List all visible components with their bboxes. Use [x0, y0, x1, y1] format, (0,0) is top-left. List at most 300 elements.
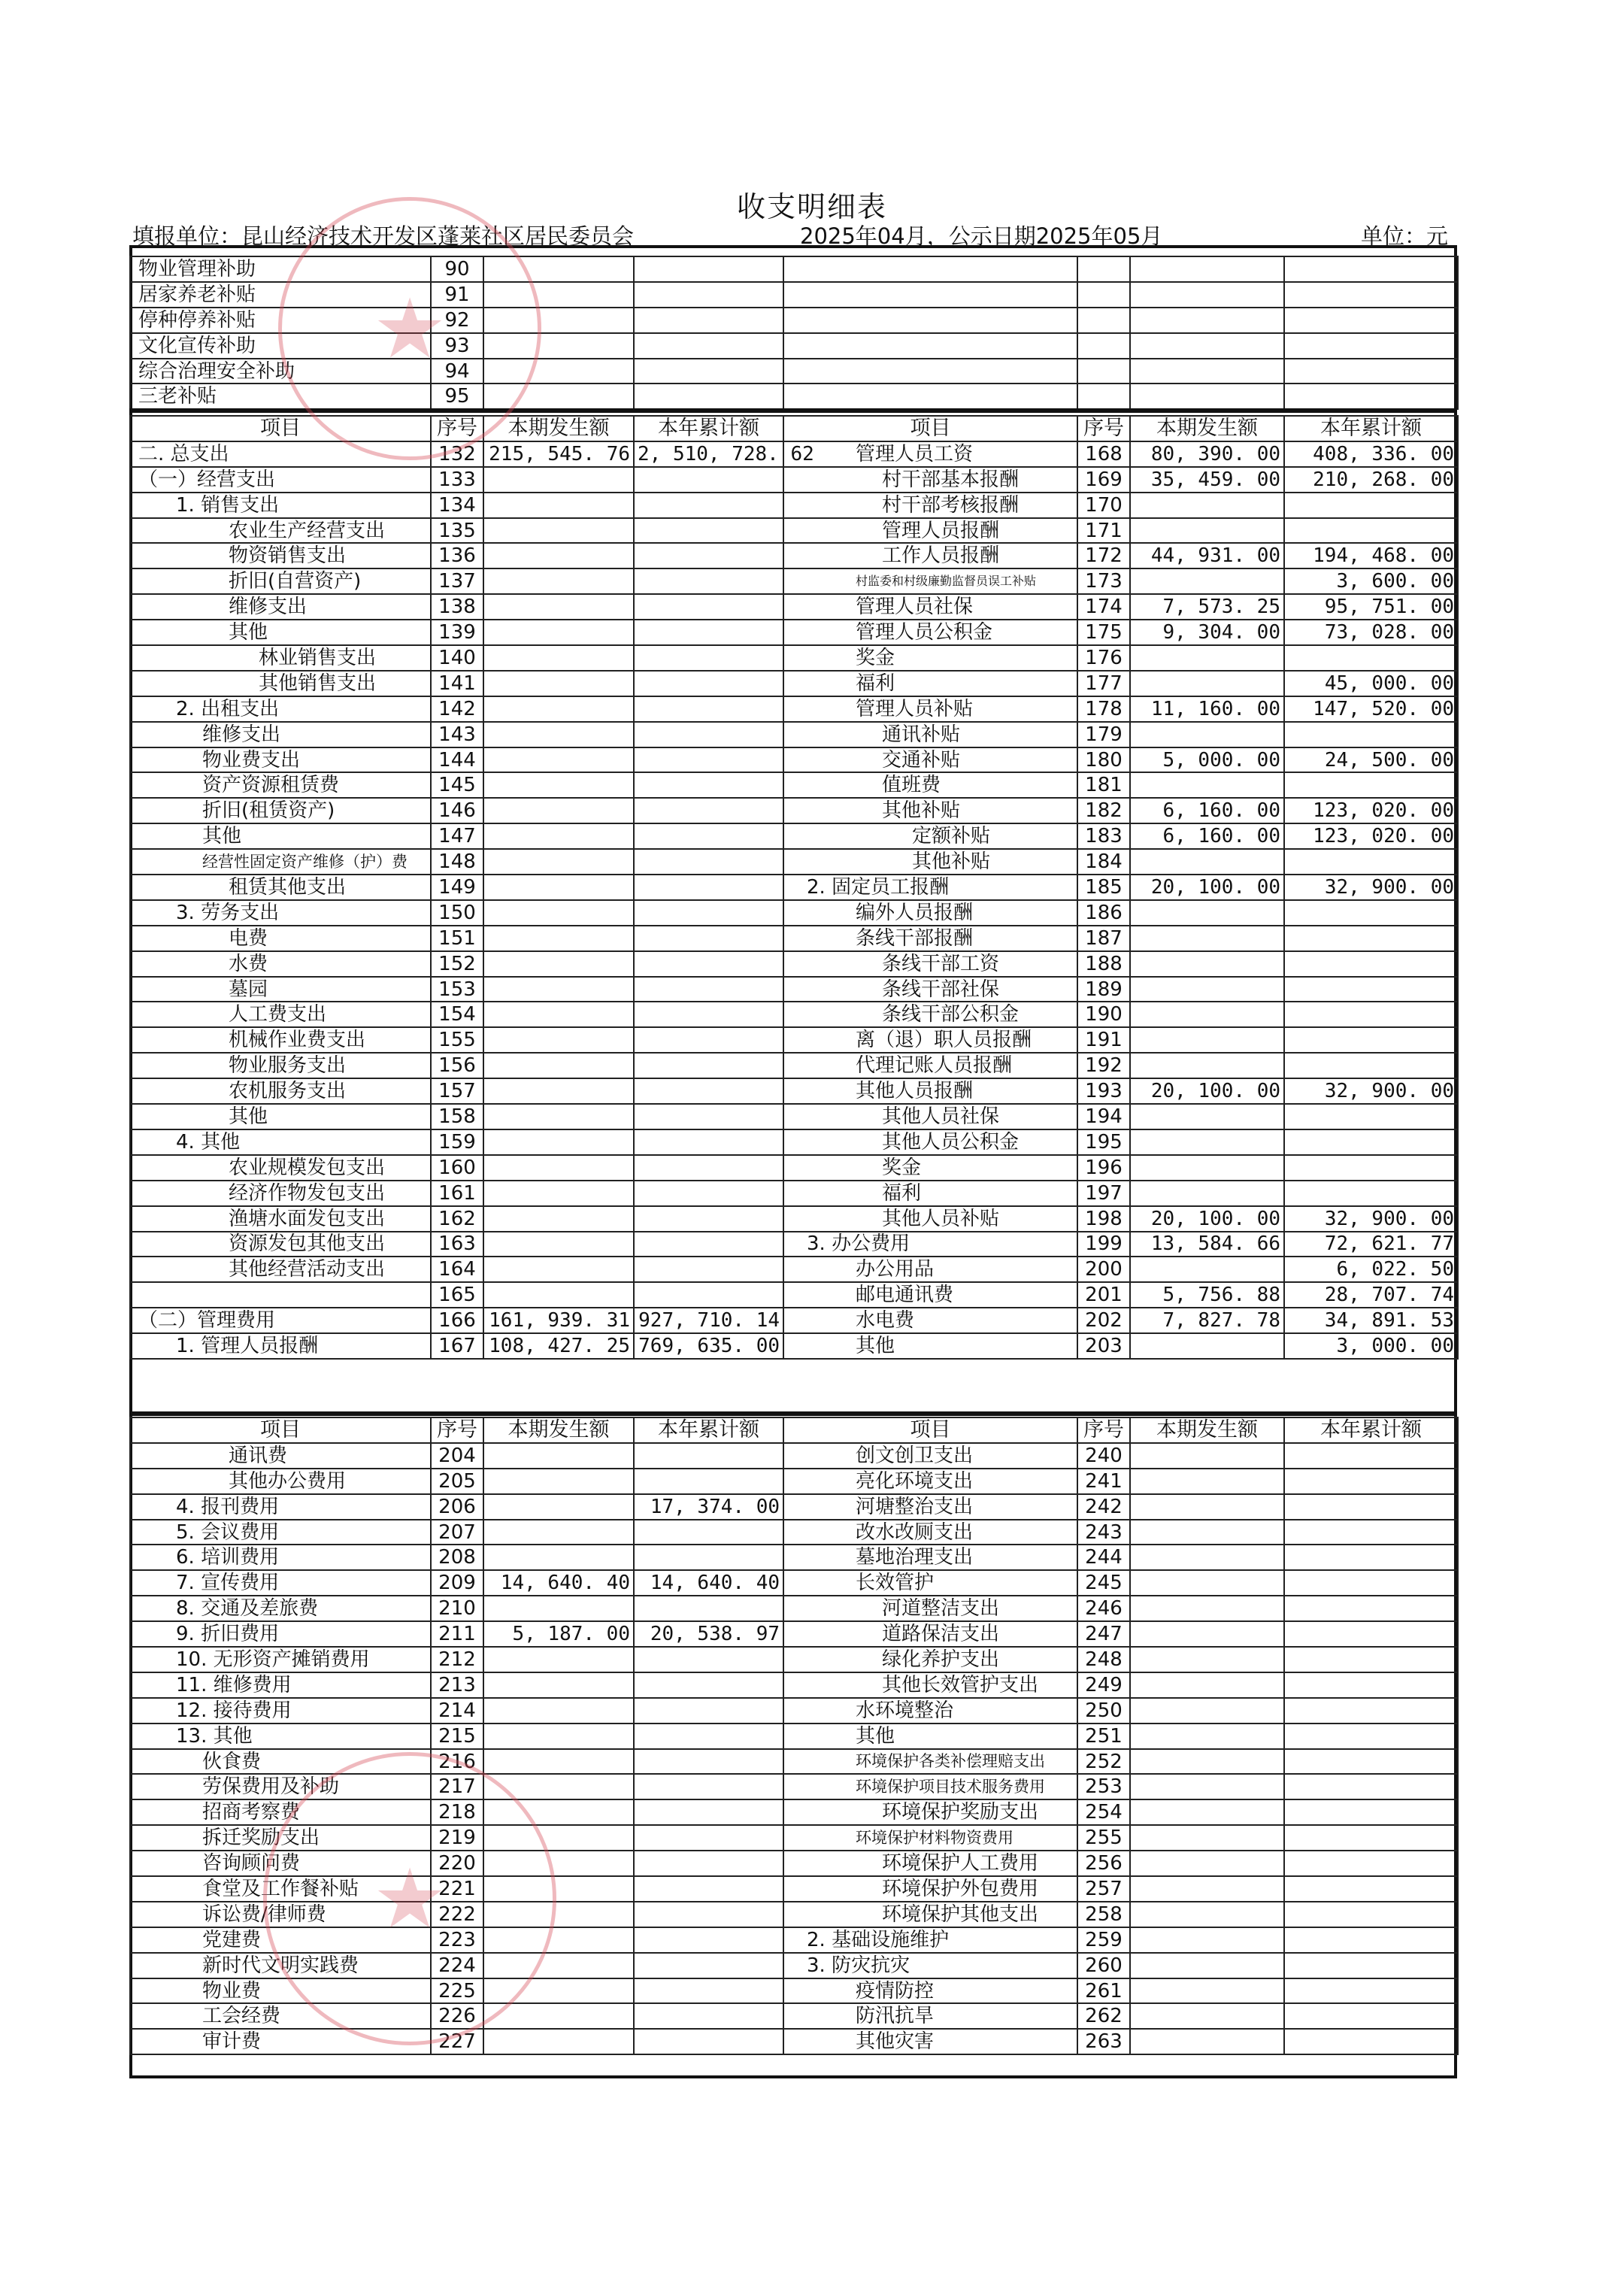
item-header: 项目: [783, 416, 1077, 441]
ytd-amount-cell: [1284, 333, 1458, 359]
current-amount-cell: [483, 518, 634, 544]
item-cell: 其他人员补贴: [783, 1206, 1077, 1232]
ytd-amount-cell: [634, 2029, 783, 2054]
ytd-amount-cell: [634, 1282, 783, 1308]
ytd-amount-cell: [1284, 1053, 1458, 1078]
item-cell: [783, 333, 1077, 359]
table-row: [130, 1927, 1458, 1953]
seq-cell: 165: [431, 1282, 483, 1308]
current-amount-cell: [1130, 1749, 1284, 1775]
ytd-amount-cell: [634, 594, 783, 620]
current-amount-cell: [1130, 1851, 1284, 1876]
item-cell: 农业生产经营支出: [130, 518, 431, 544]
item-cell: 改水改厕支出: [783, 1520, 1077, 1545]
current-amount-cell: [1130, 772, 1284, 798]
ytd-amount-cell: [1284, 1927, 1458, 1953]
current-amount-cell: [1130, 1155, 1284, 1181]
current-amount-cell: [483, 1596, 634, 1621]
ytd-amount-cell: [1284, 1469, 1458, 1494]
ytd-amount-cell: 95, 751. 00: [1284, 594, 1458, 620]
expense-detail-table-1: [129, 415, 1459, 1360]
ytd-amount-cell: [634, 926, 783, 951]
ytd-amount-cell: [634, 900, 783, 926]
item-cell: 资产资源租赁费: [130, 772, 431, 798]
seq-cell: 201: [1077, 1282, 1130, 1308]
ytd-amount-cell: [1284, 977, 1458, 1002]
seq-cell: 147: [431, 823, 483, 849]
seq-cell: 202: [1077, 1308, 1130, 1333]
table-row: [130, 798, 1458, 823]
ytd-amount-cell: 32, 900. 00: [1284, 1206, 1458, 1232]
item-cell: 水环境整治: [783, 1698, 1077, 1724]
item-cell: 其他灾害: [783, 2029, 1077, 2054]
seq-header: 序号: [1077, 1417, 1130, 1443]
seq-header: 序号: [431, 1417, 483, 1443]
seq-cell: 219: [431, 1825, 483, 1851]
table-row: [130, 747, 1458, 773]
table-row: [130, 1672, 1458, 1698]
current-amount-cell: 20, 100. 00: [1130, 1206, 1284, 1232]
table-row: [130, 1698, 1458, 1724]
ytd-amount-cell: [634, 1749, 783, 1775]
seq-cell: 194: [1077, 1104, 1130, 1129]
ytd-amount-cell: [634, 1876, 783, 1902]
item-cell: [783, 359, 1077, 384]
seq-cell: 170: [1077, 493, 1130, 518]
seq-cell: [1077, 384, 1130, 409]
ytd-amount-cell: [634, 875, 783, 900]
ytd-amount-cell: 3, 000. 00: [1284, 1333, 1458, 1359]
seq-cell: 199: [1077, 1232, 1130, 1257]
ytd-amount-cell: [1284, 2003, 1458, 2029]
ytd-amount-cell: [634, 384, 783, 409]
current-amount-cell: [483, 1851, 634, 1876]
ytd-amount-cell: [1284, 1002, 1458, 1027]
current-amount-cell: [483, 1724, 634, 1749]
item-cell: [130, 1282, 431, 1308]
current-amount-cell: [1130, 1978, 1284, 2004]
seq-cell: 132: [431, 441, 483, 467]
ytd-amount-cell: [1284, 1825, 1458, 1851]
seq-cell: 168: [1077, 441, 1130, 467]
current-amount-cell: 20, 100. 00: [1130, 1078, 1284, 1104]
item-cell: 新时代文明实践费: [130, 1953, 431, 1978]
currency-unit: 单位：元: [1361, 223, 1449, 249]
current-amount-cell: [483, 1181, 634, 1206]
seq-cell: 212: [431, 1647, 483, 1672]
seq-cell: 240: [1077, 1443, 1130, 1469]
item-header: 项目: [783, 1417, 1077, 1443]
ytd-amount-cell: [634, 543, 783, 568]
seq-cell: 186: [1077, 900, 1130, 926]
seq-cell: 251: [1077, 1724, 1130, 1749]
ytd-amount-cell: [1284, 951, 1458, 977]
item-cell: 党建费: [130, 1927, 431, 1953]
current-amount-cell: [483, 1902, 634, 1927]
item-cell: 文化宣传补助: [130, 333, 431, 359]
ytd-amount-cell: [1284, 1570, 1458, 1596]
item-cell: 通讯费: [130, 1443, 431, 1469]
item-cell: 疫情防控: [783, 1978, 1077, 2004]
item-cell: 条线干部社保: [783, 977, 1077, 1002]
item-cell: 奖金: [783, 645, 1077, 671]
current-amount-cell: 7, 827. 78: [1130, 1308, 1284, 1333]
seq-cell: 221: [431, 1876, 483, 1902]
page-title: 收支明细表: [736, 190, 887, 223]
seq-cell: 164: [431, 1257, 483, 1282]
ytd-amount-cell: 6, 022. 50: [1284, 1257, 1458, 1282]
item-cell: 其他销售支出: [130, 671, 431, 696]
ytd-amount-cell: [634, 256, 783, 282]
seq-cell: 154: [431, 1002, 483, 1027]
seq-cell: 182: [1077, 798, 1130, 823]
current-amount-cell: 161, 939. 31: [483, 1308, 634, 1333]
current-amount-cell: [483, 1749, 634, 1775]
seq-cell: 204: [431, 1443, 483, 1469]
seq-cell: 148: [431, 849, 483, 875]
current-amount-cell: [1130, 1647, 1284, 1672]
table-row: [130, 875, 1458, 900]
table-row: [130, 1181, 1458, 1206]
item-cell: 条线干部报酬: [783, 926, 1077, 951]
seq-cell: 183: [1077, 823, 1130, 849]
current-amount-cell: [483, 1232, 634, 1257]
ytd-amount-cell: [1284, 1698, 1458, 1724]
table-row: [130, 1104, 1458, 1129]
item-cell: 电费: [130, 926, 431, 951]
seq-cell: 261: [1077, 1978, 1130, 2004]
item-cell: 11. 维修费用: [130, 1672, 431, 1698]
table-row: [130, 1002, 1458, 1027]
current-amount-cell: [1130, 671, 1284, 696]
current-amount-cell: [483, 1799, 634, 1825]
seq-cell: 159: [431, 1129, 483, 1155]
table-row: [130, 1155, 1458, 1181]
ytd-amount-cell: [1284, 1027, 1458, 1053]
ytd-amount-cell: 408, 336. 00: [1284, 441, 1458, 467]
seq-cell: 161: [431, 1181, 483, 1206]
seq-cell: 200: [1077, 1257, 1130, 1282]
item-cell: 管理人员社保: [783, 594, 1077, 620]
ytd-amount-cell: 2, 510, 728. 62: [634, 441, 783, 467]
seq-cell: 134: [431, 493, 483, 518]
ytd-amount-cell: 147, 520. 00: [1284, 696, 1458, 722]
seq-cell: 206: [431, 1494, 483, 1520]
table-row: [130, 1953, 1458, 1978]
table-row: [130, 1749, 1458, 1775]
item-cell: 交通补贴: [783, 747, 1077, 773]
ytd-amount-cell: [634, 1851, 783, 1876]
table-row: [130, 722, 1458, 747]
seq-cell: 247: [1077, 1621, 1130, 1647]
item-cell: （二）管理费用: [130, 1308, 431, 1333]
item-cell: 审计费: [130, 2029, 431, 2054]
table-row: [130, 1774, 1458, 1799]
ytd-amount-cell: [634, 1053, 783, 1078]
seq-cell: 140: [431, 645, 483, 671]
item-cell: 工作人员报酬: [783, 543, 1077, 568]
current-amount-cell: [483, 645, 634, 671]
table-row: [130, 1825, 1458, 1851]
table-row: [130, 2029, 1458, 2054]
seq-cell: 263: [1077, 2029, 1130, 2054]
current-amount-cell: [1130, 1027, 1284, 1053]
seq-cell: 142: [431, 696, 483, 722]
current-amount-cell: 108, 427. 25: [483, 1333, 634, 1359]
item-header: 项目: [130, 416, 431, 441]
seq-cell: 160: [431, 1155, 483, 1181]
seq-cell: 254: [1077, 1799, 1130, 1825]
item-cell: 福利: [783, 671, 1077, 696]
table-row: [130, 823, 1458, 849]
seq-cell: 181: [1077, 772, 1130, 798]
ytd-amount-cell: [1284, 1647, 1458, 1672]
ytd-amount-cell: [1284, 772, 1458, 798]
current-amount-cell: [1130, 1002, 1284, 1027]
item-cell: 定额补贴: [783, 823, 1077, 849]
seq-cell: 245: [1077, 1570, 1130, 1596]
current-amount-cell: [483, 1953, 634, 1978]
item-cell: 林业销售支出: [130, 645, 431, 671]
seq-cell: 172: [1077, 543, 1130, 568]
seq-cell: 150: [431, 900, 483, 926]
ytd-amount-cell: [1284, 722, 1458, 747]
ytd-amount-cell: [634, 1027, 783, 1053]
current-amount-cell: [1130, 1799, 1284, 1825]
current-amount-cell: [1130, 568, 1284, 594]
current-amount-cell: 13, 584. 66: [1130, 1232, 1284, 1257]
seq-cell: [1077, 308, 1130, 333]
table-row: [130, 671, 1458, 696]
current-amount-cell: [483, 2003, 634, 2029]
table-row: [130, 1333, 1458, 1359]
seq-cell: 189: [1077, 977, 1130, 1002]
table-row: [130, 926, 1458, 951]
table-row: [130, 1206, 1458, 1232]
current-amount-cell: [483, 1876, 634, 1902]
item-cell: 9. 折旧费用: [130, 1621, 431, 1647]
ytd-amount-cell: [634, 849, 783, 875]
ytd-amount-header: 本年累计额: [1284, 1417, 1458, 1443]
item-cell: 值班费: [783, 772, 1077, 798]
current-amount-cell: [1130, 282, 1284, 308]
current-amount-cell: [483, 823, 634, 849]
seq-cell: 220: [431, 1851, 483, 1876]
seq-cell: 213: [431, 1672, 483, 1698]
ytd-amount-cell: [1284, 1774, 1458, 1799]
current-amount-cell: 11, 160. 00: [1130, 696, 1284, 722]
item-cell: [783, 308, 1077, 333]
seq-cell: 241: [1077, 1469, 1130, 1494]
current-amount-cell: [1130, 977, 1284, 1002]
table-row: [130, 1078, 1458, 1104]
seq-cell: 185: [1077, 875, 1130, 900]
current-amount-cell: [1130, 493, 1284, 518]
ytd-amount-cell: [1284, 1545, 1458, 1570]
seq-cell: 193: [1077, 1078, 1130, 1104]
seq-cell: 169: [1077, 467, 1130, 493]
current-amount-cell: [483, 1520, 634, 1545]
current-amount-cell: [483, 798, 634, 823]
ytd-amount-cell: [634, 620, 783, 645]
current-amount-cell: [1130, 1181, 1284, 1206]
ytd-amount-cell: [634, 1181, 783, 1206]
current-amount-cell: [483, 1155, 634, 1181]
item-cell: 水电费: [783, 1308, 1077, 1333]
ytd-amount-cell: [634, 798, 783, 823]
table-row: [130, 467, 1458, 493]
seq-cell: 215: [431, 1724, 483, 1749]
seq-cell: 145: [431, 772, 483, 798]
item-cell: 其他补贴: [783, 849, 1077, 875]
ytd-amount-cell: [634, 1257, 783, 1282]
current-amount-cell: [483, 1647, 634, 1672]
item-cell: 绿化养护支出: [783, 1647, 1077, 1672]
seq-cell: 184: [1077, 849, 1130, 875]
ytd-amount-cell: 123, 020. 00: [1284, 823, 1458, 849]
ytd-amount-cell: 210, 268. 00: [1284, 467, 1458, 493]
item-cell: 3. 劳务支出: [130, 900, 431, 926]
item-cell: 村干部基本报酬: [783, 467, 1077, 493]
ytd-amount-cell: [634, 518, 783, 544]
current-amount-cell: [1130, 1570, 1284, 1596]
current-amount-cell: [483, 1825, 634, 1851]
table-row: [130, 951, 1458, 977]
ytd-amount-cell: [1284, 1129, 1458, 1155]
table-row: [130, 2003, 1458, 2029]
seq-cell: 167: [431, 1333, 483, 1359]
seq-cell: 262: [1077, 2003, 1130, 2029]
ytd-amount-cell: [634, 1078, 783, 1104]
seq-cell: 151: [431, 926, 483, 951]
current-amount-cell: [483, 1443, 634, 1469]
table-row: [130, 256, 1458, 282]
item-cell: 物业服务支出: [130, 1053, 431, 1078]
item-cell: 伙食费: [130, 1749, 431, 1775]
current-amount-cell: [1130, 308, 1284, 333]
current-amount-cell: [1130, 1774, 1284, 1799]
ytd-amount-cell: [634, 951, 783, 977]
seq-cell: 92: [431, 308, 483, 333]
seq-cell: 207: [431, 1520, 483, 1545]
seq-cell: 177: [1077, 671, 1130, 696]
current-amount-cell: [1130, 1333, 1284, 1359]
item-cell: 物业费支出: [130, 747, 431, 773]
item-cell: 资源发包其他支出: [130, 1232, 431, 1257]
ytd-amount-cell: [634, 359, 783, 384]
item-cell: 环境保护奖励支出: [783, 1799, 1077, 1825]
item-cell: 食堂及工作餐补贴: [130, 1876, 431, 1902]
table-row: [130, 1902, 1458, 1927]
item-cell: 农机服务支出: [130, 1078, 431, 1104]
current-amount-cell: [1130, 1724, 1284, 1749]
current-amount-cell: [483, 493, 634, 518]
ytd-amount-cell: 32, 900. 00: [1284, 1078, 1458, 1104]
table-row: [130, 282, 1458, 308]
seq-cell: 210: [431, 1596, 483, 1621]
table-row: [130, 1647, 1458, 1672]
ytd-amount-cell: [634, 645, 783, 671]
ytd-amount-cell: [1284, 1749, 1458, 1775]
table-row: [130, 1232, 1458, 1257]
item-cell: 环境保护项目技术服务费用: [783, 1774, 1077, 1799]
ytd-amount-cell: [634, 722, 783, 747]
seq-cell: 187: [1077, 926, 1130, 951]
table-row: [130, 1570, 1458, 1596]
ytd-amount-cell: [634, 1520, 783, 1545]
current-amount-cell: [1130, 1494, 1284, 1520]
ytd-amount-cell: 73, 028. 00: [1284, 620, 1458, 645]
item-cell: 条线干部公积金: [783, 1002, 1077, 1027]
seq-cell: 225: [431, 1978, 483, 2004]
table-row: [130, 441, 1458, 467]
current-amount-cell: [1130, 518, 1284, 544]
seq-cell: 157: [431, 1078, 483, 1104]
table-header-row: [130, 416, 1458, 441]
expense-detail-table-2: [129, 1417, 1459, 2055]
item-cell: 其他: [130, 620, 431, 645]
seq-cell: 90: [431, 256, 483, 282]
item-cell: 管理人员补贴: [783, 696, 1077, 722]
seq-cell: 144: [431, 747, 483, 773]
item-cell: 河塘整治支出: [783, 1494, 1077, 1520]
current-amount-cell: [483, 951, 634, 977]
item-cell: 其他: [130, 823, 431, 849]
item-cell: 邮电通讯费: [783, 1282, 1077, 1308]
ytd-amount-cell: [634, 1129, 783, 1155]
current-amount-cell: [483, 926, 634, 951]
section-divider: [129, 1411, 1457, 1416]
ytd-amount-cell: [634, 1647, 783, 1672]
table-row: [130, 359, 1458, 384]
ytd-amount-cell: [634, 1469, 783, 1494]
ytd-amount-cell: 14, 640. 40: [634, 1570, 783, 1596]
item-cell: 道路保洁支出: [783, 1621, 1077, 1647]
item-cell: 三老补贴: [130, 384, 431, 409]
ytd-amount-cell: [1284, 849, 1458, 875]
item-cell: 墓地治理支出: [783, 1545, 1077, 1570]
ytd-amount-cell: [634, 671, 783, 696]
seq-cell: 226: [431, 2003, 483, 2029]
current-amount-cell: [1130, 2003, 1284, 2029]
ytd-amount-cell: [634, 1953, 783, 1978]
current-amount-cell: [483, 308, 634, 333]
seq-cell: 93: [431, 333, 483, 359]
item-cell: 4. 其他: [130, 1129, 431, 1155]
ytd-amount-cell: [634, 493, 783, 518]
item-cell: 维修支出: [130, 722, 431, 747]
current-amount-cell: 5, 756. 88: [1130, 1282, 1284, 1308]
item-cell: 物业费: [130, 1978, 431, 2004]
current-amount-cell: [1130, 1129, 1284, 1155]
item-cell: 物资销售支出: [130, 543, 431, 568]
item-cell: 离（退）职人员报酬: [783, 1027, 1077, 1053]
seq-cell: 195: [1077, 1129, 1130, 1155]
table-row: [130, 518, 1458, 544]
current-amount-cell: [1130, 1902, 1284, 1927]
current-amount-cell: [483, 1545, 634, 1570]
table-row: [130, 594, 1458, 620]
ytd-amount-cell: [1284, 493, 1458, 518]
seq-cell: 224: [431, 1953, 483, 1978]
item-cell: [783, 384, 1077, 409]
seq-cell: 256: [1077, 1851, 1130, 1876]
ytd-amount-cell: [1284, 1799, 1458, 1825]
seq-cell: 203: [1077, 1333, 1130, 1359]
current-amount-cell: [1130, 1257, 1284, 1282]
seq-cell: 158: [431, 1104, 483, 1129]
current-amount-cell: [483, 900, 634, 926]
